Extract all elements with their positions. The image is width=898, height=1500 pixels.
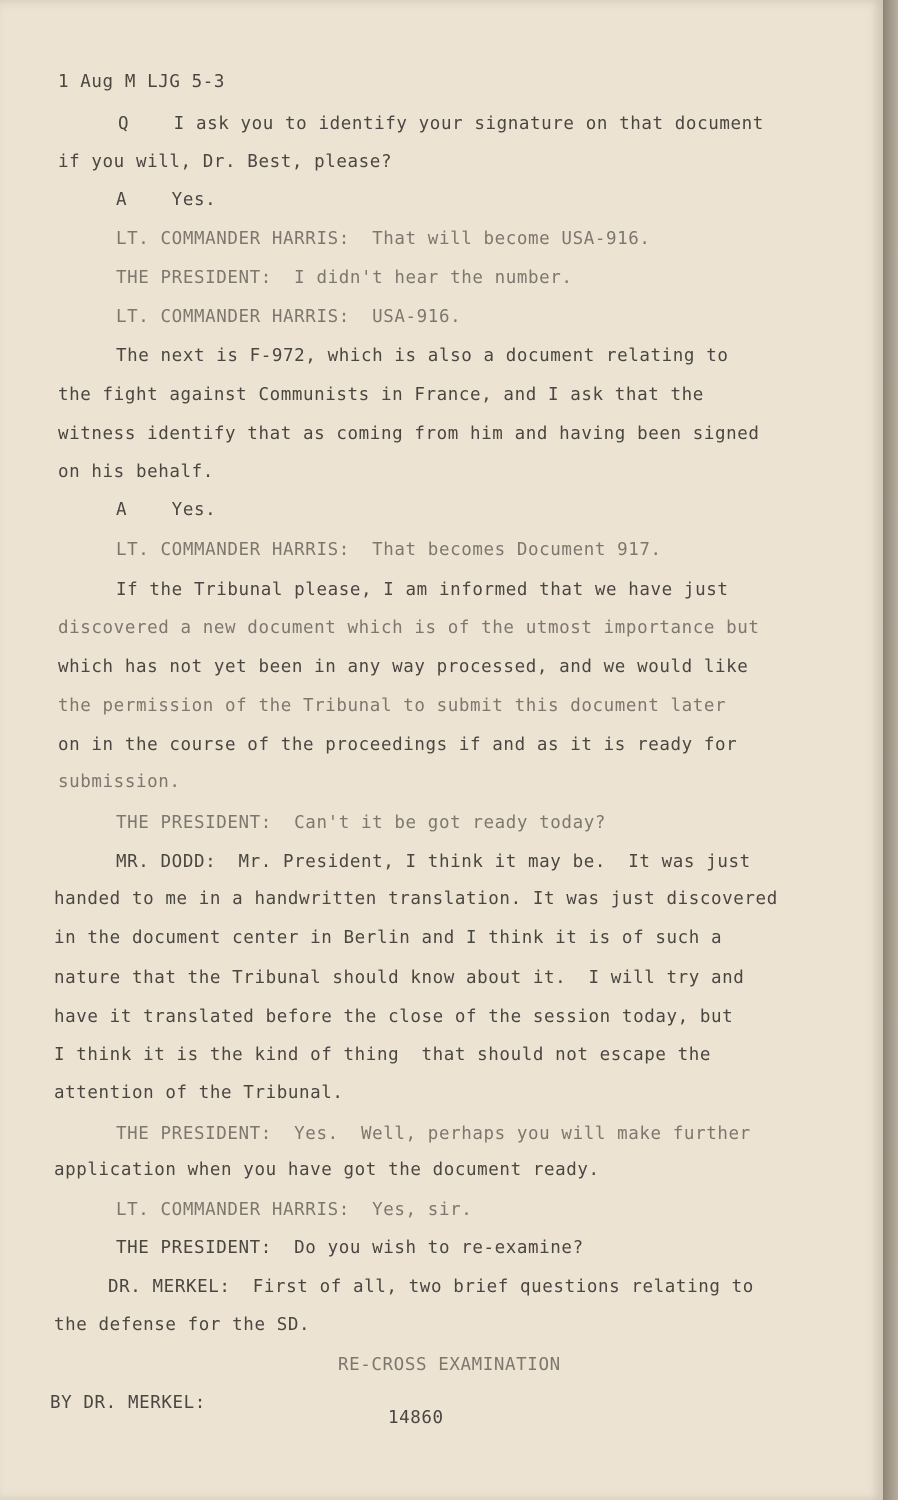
section-heading: RE-CROSS EXAMINATION bbox=[338, 1355, 561, 1375]
text-line: A Yes. bbox=[116, 500, 217, 520]
text-line: which has not yet been in any way processed, and we would like bbox=[58, 657, 749, 677]
text-line: discovered a new document which is of the utmost importance but bbox=[58, 618, 760, 638]
text-line: THE PRESIDENT: Yes. Well, perhaps you will make further bbox=[116, 1124, 751, 1144]
text-line: the permission of the Tribunal to submit this document later bbox=[58, 696, 727, 716]
text-line: submission. bbox=[58, 772, 181, 792]
text-line: LT. COMMANDER HARRIS: That becomes Document 917. bbox=[116, 540, 662, 560]
text-line: A Yes. bbox=[116, 190, 217, 210]
text-line: The next is F-972, which is also a document relating to bbox=[116, 346, 729, 366]
text-line: the defense for the SD. bbox=[54, 1315, 311, 1335]
text-line: application when you have got the document ready. bbox=[54, 1160, 600, 1180]
text-line: the fight against Communists in France, and I ask that the bbox=[58, 385, 704, 405]
text-line: THE PRESIDENT: Can't it be got ready today? bbox=[116, 813, 606, 833]
page-number: 14860 bbox=[388, 1408, 444, 1428]
text-line: witness identify that as coming from him and having been signed bbox=[58, 424, 760, 444]
text-line: BY DR. MERKEL: bbox=[50, 1393, 206, 1413]
text-line: THE PRESIDENT: Do you wish to re-examine? bbox=[116, 1238, 584, 1258]
text-line: If the Tribunal please, I am informed that we have just bbox=[116, 580, 729, 600]
text-line: Q I ask you to identify your signature on that document bbox=[118, 114, 764, 134]
text-line: in the document center in Berlin and I think it is of such a bbox=[54, 928, 723, 948]
text-line: nature that the Tribunal should know about it. I will try and bbox=[54, 968, 745, 988]
text-line: MR. DODD: Mr. President, I think it may be. It was just bbox=[116, 852, 751, 872]
text-line: attention of the Tribunal. bbox=[54, 1083, 344, 1103]
text-line: if you will, Dr. Best, please? bbox=[58, 152, 393, 172]
text-line: DR. MERKEL: First of all, two brief questions relating to bbox=[108, 1277, 754, 1297]
text-line: LT. COMMANDER HARRIS: USA-916. bbox=[116, 307, 462, 327]
page-edge bbox=[883, 0, 898, 1500]
text-line: handed to me in a handwritten translation. It was just discovered bbox=[54, 889, 778, 909]
text-line: LT. COMMANDER HARRIS: Yes, sir. bbox=[116, 1200, 473, 1220]
text-line: THE PRESIDENT: I didn't hear the number. bbox=[116, 268, 573, 288]
text-line: on in the course of the proceedings if and as it is ready for bbox=[58, 735, 738, 755]
text-line: have it translated before the close of the session today, but bbox=[54, 1007, 734, 1027]
text-line: on his behalf. bbox=[58, 462, 214, 482]
document-header: 1 Aug M LJG 5-3 bbox=[58, 72, 226, 92]
text-line: I think it is the kind of thing that should not escape the bbox=[54, 1045, 712, 1065]
text-line: LT. COMMANDER HARRIS: That will become USA-916. bbox=[116, 229, 651, 249]
